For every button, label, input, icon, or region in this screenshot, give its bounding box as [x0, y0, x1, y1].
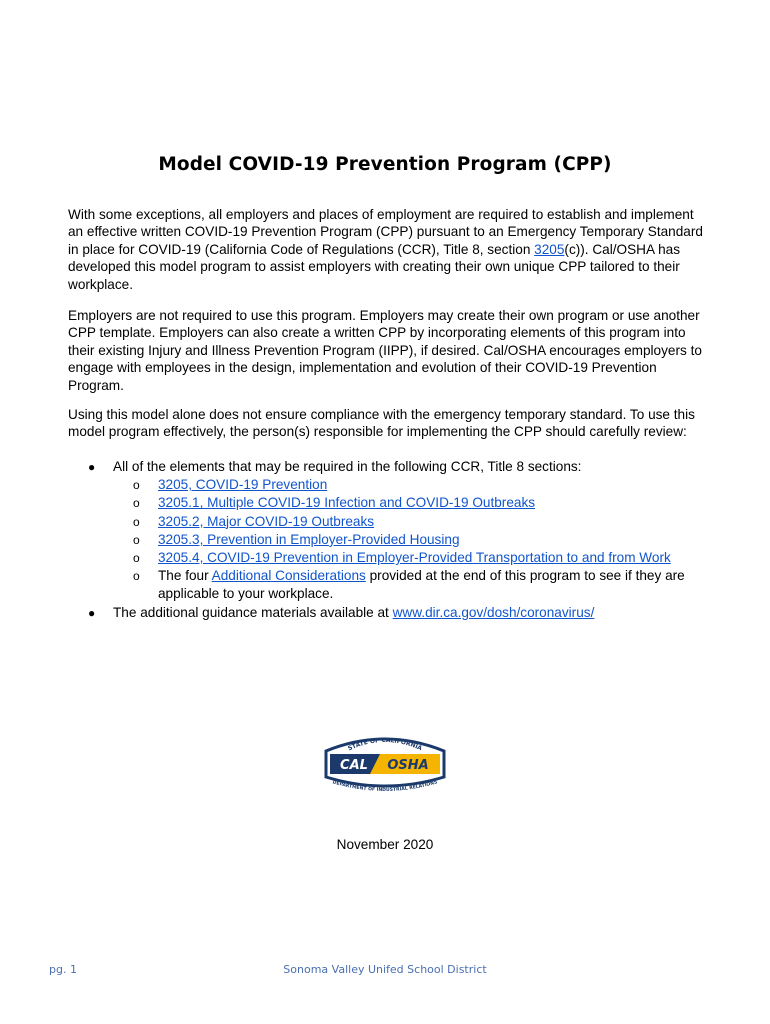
list-item [86, 604, 716, 622]
bullet-marker: ● [88, 605, 96, 620]
intro-paragraph [68, 206, 708, 293]
sub-marker: o [133, 496, 140, 511]
section-3205-link[interactable]: 3205, COVID-19 Prevention [158, 477, 328, 493]
footer-organization: Sonoma Valley Unifed School District [283, 963, 487, 976]
list-item [113, 567, 716, 603]
document-title: Model COVID-19 Prevention Program (CPP) [158, 154, 612, 175]
sub-marker: o [133, 478, 140, 493]
bullet-text: All of the elements that may be required in the following CCR, Title 8 sections: [113, 459, 582, 474]
logo-cal-text: CAL [340, 758, 368, 773]
logo-bottom-text: DEPARTMENT OF INDUSTRIAL RELATIONS [331, 780, 439, 793]
template-paragraph: Employers are not required to use this program. Employers may create their own program or use another CPP template. Employers can also create a written CPP by incorporating elements of this program into their existing Injury and Illness Prevention Program (IIPP), if desired. Cal/OSHA encourages employers to engage with employees in the design, implementation and evolution of their COVID-19 Prevention Program. [68, 308, 702, 393]
additional-considerations-link[interactable]: Additional Considerations [211, 568, 366, 584]
review-list [86, 458, 716, 622]
sub-marker: o [133, 551, 140, 566]
list-item [113, 513, 716, 531]
bullet-marker: ● [88, 460, 96, 474]
document-date: November 2020 [336, 837, 434, 852]
sub-marker: o [133, 532, 140, 547]
section-3205-2-link[interactable]: 3205.2, Major COVID-19 Outbreaks [158, 513, 375, 529]
section-3205-link[interactable]: 3205 [534, 241, 565, 257]
intro-text-after: (c)). Cal/OSHA has developed this model program to assist employers with creating their own unique CPP tailored to their workplace. [68, 241, 680, 292]
section-3205-3-link[interactable]: 3205.3, Prevention in Employer-Provided Housing [158, 531, 460, 547]
list-item [113, 531, 716, 549]
compliance-paragraph: Using this model alone does not ensure compliance with the emergency temporary standard. To use this model program effectively, the person(s) responsible for implementing the CPP should carefully review: [68, 407, 695, 440]
cal-osha-logo [318, 733, 452, 793]
section-3205-1-link[interactable]: 3205.1, Multiple COVID-19 Infection and COVID-19 Outbreaks [158, 495, 536, 511]
intro-text-before: With some exceptions, all employers and places of employment are required to establish and implement an effective written COVID-19 Prevention Program (CPP) pursuant to an Emergency Temporary Standard in place for COVID-19 (California Code of Regulations (CCR), Title 8, section [68, 207, 703, 257]
logo-top-text: STATE OF CALIFORNIA [346, 736, 424, 753]
list-item [113, 549, 716, 567]
considerations-text-before: The four [158, 568, 212, 584]
guidance-text: The additional guidance materials available at [113, 604, 393, 620]
sub-marker: o [133, 569, 140, 584]
logo-osha-text: OSHA [387, 758, 429, 773]
list-item [113, 494, 716, 512]
footer-page-number: pg. 1 [49, 963, 77, 976]
sub-marker: o [133, 514, 140, 529]
list-item [113, 476, 716, 494]
guidance-link[interactable]: www.dir.ca.gov/dosh/coronavirus/ [392, 604, 595, 620]
ccr-sections-list [113, 476, 716, 603]
list-item [86, 458, 716, 604]
considerations-text-after: provided at the end of this program to see if they are applicable to your workplace. [158, 568, 685, 602]
section-3205-4-link[interactable]: 3205.4, COVID-19 Prevention in Employer-Provided Transportation to and from Work [158, 550, 671, 566]
